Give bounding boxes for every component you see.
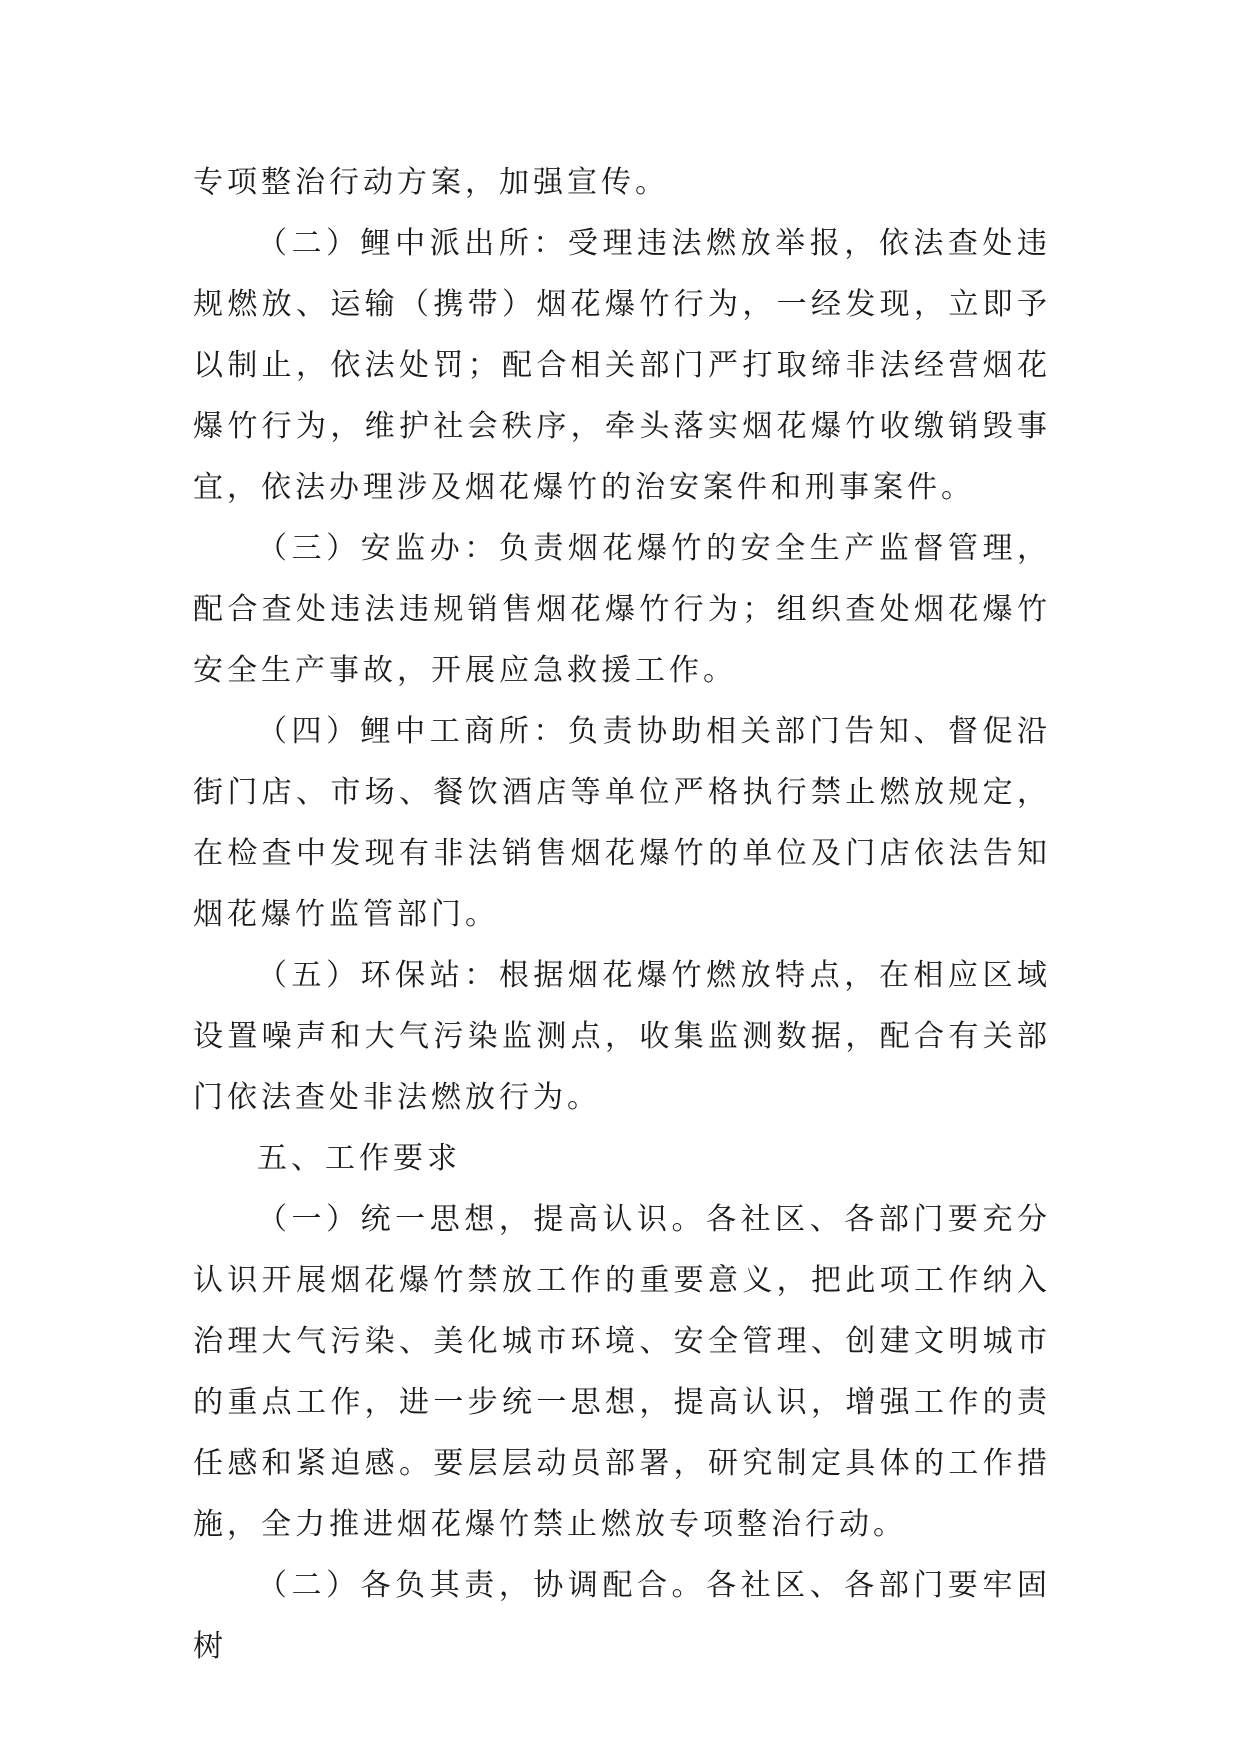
- paragraph-continued: 专项整治行动方案，加强宣传。: [193, 165, 669, 200]
- paragraph-police-station: （二）鲤中派出所：受理违法燃放举报，依法查处违规燃放、运输（携带）烟花爆竹行为，一经发现，立即予以制止，依法处罚；配合相关部门严打取缔非法经营烟花爆竹行为，维护社会秩序，牵头落实烟花爆竹收缴销毁事宜，依法办理涉及烟花爆竹的治安案件和刑事案件。: [193, 226, 1051, 505]
- document-body: [193, 152, 1051, 1677]
- paragraph-coordination: （二）各负其责，协调配合。各社区、各部门要牢固树: [193, 1568, 1051, 1664]
- paragraph-environment-station: （五）环保站：根据烟花爆竹燃放特点，在相应区域设置噪声和大气污染监测点，收集监测数据，配合有关部门依法查处非法燃放行为。: [193, 958, 1051, 1115]
- paragraph-business-office: （四）鲤中工商所：负责协助相关部门告知、督促沿街门店、市场、餐饮酒店等单位严格执行禁止燃放规定，在检查中发现有非法销售烟花爆竹的单位及门店依法告知烟花爆竹监管部门。: [193, 714, 1051, 932]
- paragraph-safety-office: （三）安监办：负责烟花爆竹的安全生产监督管理，配合查处违法违规销售烟花爆竹行为；组织查处烟花爆竹安全生产事故，开展应急救援工作。: [193, 531, 1051, 688]
- section-heading-work-requirements: 五、工作要求: [257, 1141, 461, 1176]
- paragraph-unify-thinking: （一）统一思想，提高认识。各社区、各部门要充分认识开展烟花爆竹禁放工作的重要意义，把此项工作纳入治理大气污染、美化城市环境、安全管理、创建文明城市的重点工作，进一步统一思想，提高认识，增强工作的责任感和紧迫感。要层层动员部署，研究制定具体的工作措施，全力推进烟花爆竹禁止燃放专项整治行动。: [193, 1202, 1051, 1542]
